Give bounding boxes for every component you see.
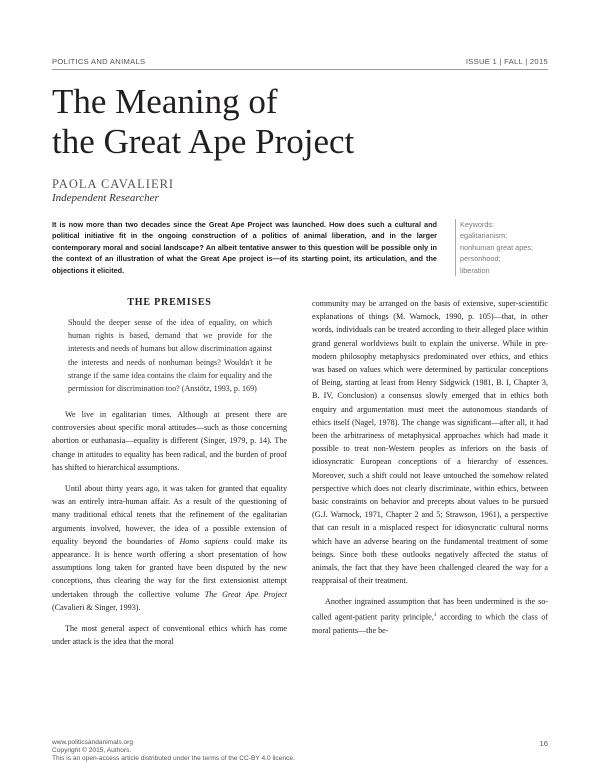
keywords-box [455,219,560,276]
title-line-2: the Great Ape Project [52,122,355,161]
footnote-marker[interactable]: 1 [433,611,437,618]
paragraph-text: Until about thirty years ago, it was taken for granted that equality was an entirely intra-human affair. As a result of the questioning of many traditional ethical tenets that the refinement of the egalitarian arguments involved, however, the idea of a possible extension of equality beyond the boundaries of [52,484,287,546]
title-line-1: The Meaning of [52,82,278,121]
paragraph-text: (Cavalieri & Singer, 1993). [52,602,141,612]
header-divider [52,69,548,70]
keyword-item: personhood; [460,254,501,264]
footer-copyright: Copyright © 2015, Authors. [52,747,132,755]
page-number: 16 [539,739,548,748]
italic-title: The Great Ape Project [204,589,287,599]
keyword-item: nonhuman great apes; [460,242,534,252]
paragraph [312,595,548,636]
section-heading: THE PREMISES [127,297,212,308]
keyword-item: liberation [460,265,490,275]
paragraph-text: Another ingrained assumption that has been undermined is the so-called agent-patient parity principle, [312,597,548,622]
author-affiliation: Independent Researcher [52,192,159,204]
footer [52,739,295,764]
abstract: It is now more than two decades since the Great Ape Project was launched. How does such a cultural and political initiative fit in the ongoing construction of a politics of animal liberation, and in the larger contemporary moral and social landscape? An albeit tentative answer to this question will be possible only in the context of an illustration of what the Great Ape project is—of its starting point, its articulation, and the objections it elicited. [52,220,437,275]
keyword-item: egalitarianism; [460,231,508,241]
article-title [52,82,532,162]
paragraph: We live in egalitarian times. Although at present there are controversies about specific moral attitudes—such as those concerning abortion or euthanasia—equality is different (Singer, 1979, p. 14). The change in attitudes to equality has been radical, and the burden of proof has shifted to hierarchical assumptions. [52,410,287,472]
paragraph: The most general aspect of conventional ethics which has come under attack is the idea that the moral [52,624,287,647]
journal-name: POLITICS AND ANIMALS [52,57,146,66]
paragraph-text: could make its appearance. It is hence worth offering a short presentation of how assumptions long taken for granted have been disputed by the new conceptions, thus clearing the way for the first extensionist attempt undertaken through the collective volume [52,536,287,599]
italic-term: Homo sapiens [179,536,229,546]
author-name: PAOLA CAVALIERI [52,177,175,191]
body-column-left [52,408,287,656]
body-column-right [312,297,548,645]
footer-license: This is an open-access article distributed under the terms of the CC-BY 4.0 licence. [52,755,295,763]
paragraph [52,482,287,614]
paragraph: community may be arranged on the basis of extensive, super-scientific explanations of things (M. Warnock, 1990, p. 105)—that, in other words, individuals can be treated according to their alleged place within grand general worldviews built to explain the universe. While in pre-modern philosophy metaphysics predominated over ethics, and ethics was based on values which were determined by particular conceptions of Being, starting at least from Henry Sidgwick (1981, B. I, Chapter 3, B. IV, Conclusion) a consensus slowly emerged that in ethics both enquiry and argumentation must meet the autonomous standards of ethics itself (Nagel, 1978). The change was significant—after all, it had been the arbitrariness of metaphysical approaches which had made it possible to treat non-Western peoples as inferiors on the basis of idiosyncratic European conceptions of a hierarchy of essences. Moreover, such a shift could not leave untouched the somehow related perspective which does not clearly discriminate, within ethics, between basic constraints on behavior and precepts about values to be pursued (G.J. Warnock, 1971, Chapter 2 and 5; Strawson, 1961), a perspective that can result in a misplaced respect for idiosyncratic cultural norms which have an adverse bearing on the fundamental treatment of some beings. Since both these outlooks negatively affected the status of animals, the fact that they have been challenged cleared the way for a reappraisal of their treatment. [312,299,548,586]
paragraph-text: according to which the class of moral patients—the be- [312,612,548,635]
keywords-label: Keywords: [460,220,495,229]
footer-url[interactable]: www.politicsandanimals.org [52,739,133,746]
issue-info: ISSUE 1 | FALL | 2015 [465,57,548,66]
epigraph-quote: Should the deeper sense of the idea of equality, on which human rights is based, demand that we provide for the interests and needs of humans but allow discrimination against the interests and needs of nonhuman beings? Wouldn't it be strange if the same idea contains the claim for equality and the permission for discrimination too? (Anstötz, 1993, p. 169) [68,318,272,394]
